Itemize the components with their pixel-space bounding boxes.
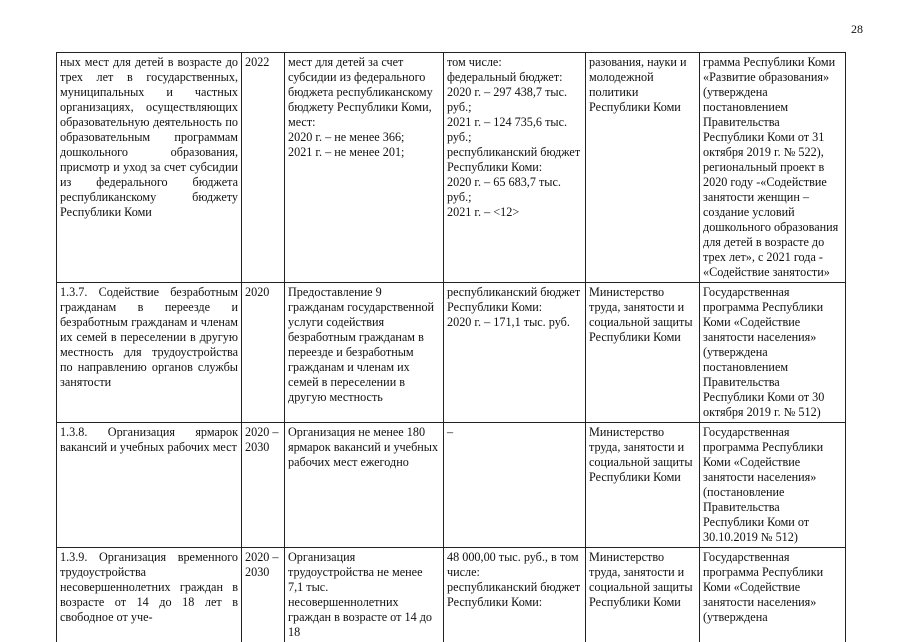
table-row [57,283,846,423]
period-cell: 2020 – 2030 [242,548,285,642]
page-number: 28 [851,22,863,36]
table-row [57,423,846,548]
result-cell: Предоставление 9 гражданам государственной услуги содействия безработным гражданам в переезде и безработным гражданам и членам их семей в переселении в другую местность [285,283,444,423]
executor-cell: Министерство труда, занятости и социальной защиты Республики Коми [586,283,700,423]
measure-cell: 1.3.9. Организация временного трудоустройства несовершеннолетних граждан в возрасте от 14 до 18 лет в свободное от уче- [57,548,242,642]
measure-cell: ных мест для детей в возрасте до трех лет в государственных, муниципальных и частных организациях, осуществляющих образовательную деятельность по образовательным программам дошкольного образования, присмотр и уход за счет субсидии из федерального бюджета республиканскому бюджету Республики Коми [57,53,242,283]
funding-cell: 48 000,00 тыс. руб., в том числе: республиканский бюджет Республики Коми: [444,548,586,642]
program-cell: Государственная программа Республики Коми «Содействие занятости населения» (утверждена [700,548,846,642]
period-cell: 2020 [242,283,285,423]
executor-cell: разования, науки и молодежной политики Республики Коми [586,53,700,283]
table-row [57,548,846,642]
program-cell: Государственная программа Республики Коми «Содействие занятости населения» (постановление Правительства Республики Коми от 30.10.2019 № 512) [700,423,846,548]
measure-cell: 1.3.8. Организация ярмарок вакансий и учебных рабочих мест [57,423,242,548]
measure-cell: 1.3.7. Содействие безработным гражданам в переезде и безработным гражданам и членам их семей в переселении в другую местность для трудоустройства по направлению органов службы занятости [57,283,242,423]
table-row [57,53,846,283]
period-cell: 2020 – 2030 [242,423,285,548]
result-cell: мест для детей за счет субсидии из федерального бюджета республиканскому бюджету Республики Коми, мест: 2020 г. – не менее 366; 2021 г. – не менее 201; [285,53,444,283]
executor-cell: Министерство труда, занятости и социальной защиты Республики Коми [586,548,700,642]
measures-table [56,52,846,642]
program-cell: Государственная программа Республики Коми «Содействие занятости населения» (утверждена постановлением Правительства Республики Коми от 30 октября 2019 г. № 512) [700,283,846,423]
program-cell: грамма Республики Коми «Развитие образования» (утверждена постановлением Правительства Республики Коми от 31 октября 2019 г. № 522), региональный проект в 2020 году -«Содействие занятости женщин – создание условий дошкольного образования для детей в возрасте до трех лет», с 2021 года - «Содействие занятости» [700,53,846,283]
result-cell: Организация трудоустройства не менее 7,1 тыс. несовершеннолетних граждан в возрасте от 14 до 18 [285,548,444,642]
funding-cell: республиканский бюджет Республики Коми: 2020 г. – 171,1 тыс. руб. [444,283,586,423]
executor-cell: Министерство труда, занятости и социальной защиты Республики Коми [586,423,700,548]
funding-cell: том числе: федеральный бюджет: 2020 г. – 297 438,7 тыс. руб.; 2021 г. – 124 735,6 тыс. руб.; республиканский бюджет Республики Коми: 2020 г. – 65 683,7 тыс. руб.; 2021 г. – <12> [444,53,586,283]
funding-cell: – [444,423,586,548]
result-cell: Организация не менее 180 ярмарок вакансий и учебных рабочих мест ежегодно [285,423,444,548]
period-cell: 2022 [242,53,285,283]
